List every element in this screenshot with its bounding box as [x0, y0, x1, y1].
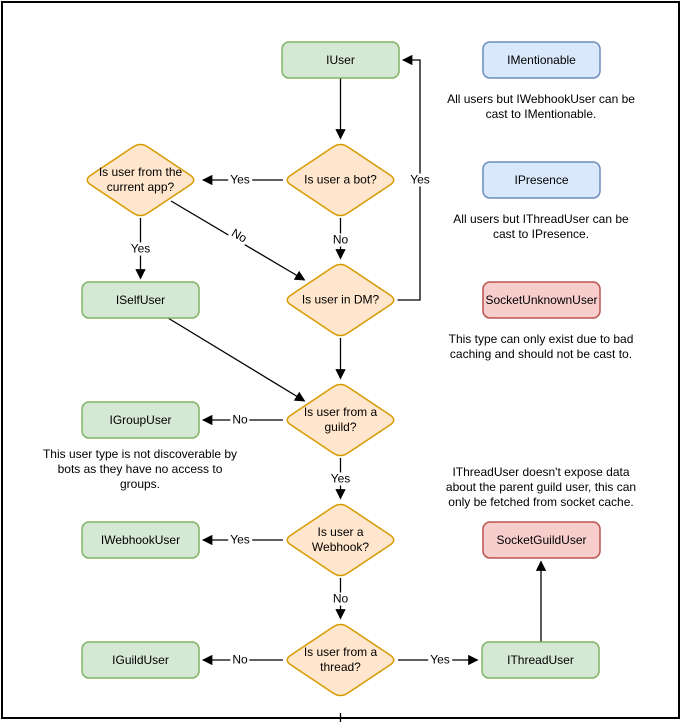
- edge-label-bot-no: No: [332, 232, 349, 247]
- note-igroupuser-line3: groups.: [119, 477, 161, 491]
- note-imentionable: [447, 92, 635, 122]
- decision-is-thread-label: Is user from a thread?: [303, 645, 378, 674]
- edge-label-bot-yes: Yes: [230, 172, 250, 187]
- edge-label-guild-yes: Yes: [330, 471, 351, 486]
- decision-is-current-app-label: Is user from the current app?: [98, 165, 183, 194]
- node-ithreaduser: [482, 642, 599, 678]
- node-igroupuser-label: IGroupUser: [109, 413, 172, 427]
- edge-label-guild-no: No: [232, 412, 248, 427]
- note-igroupuser-line2: bots as they have no access to: [57, 462, 223, 476]
- node-ipresence: [483, 162, 600, 198]
- note-ipresence: [453, 212, 628, 242]
- decision-is-guild: [287, 385, 394, 456]
- node-ipresence-label: IPresence: [514, 173, 569, 187]
- decision-is-webhook: [287, 505, 394, 576]
- node-imentionable: [483, 42, 600, 78]
- note-ipresence-line2: cast to IPresence.: [492, 227, 590, 241]
- edge-label-webhook-no: No: [332, 591, 349, 606]
- note-ithreaduser-line1: IThreadUser doesn't expose data: [452, 465, 630, 479]
- note-ithreaduser: [446, 465, 636, 510]
- node-iuser: [282, 42, 399, 78]
- node-socketguilduser: [483, 522, 600, 558]
- node-igroupuser: [82, 402, 199, 438]
- edge-iselfuser-to-guild: [168, 318, 305, 401]
- note-socketunknownuser-line2: caching and should not be cast to.: [449, 347, 633, 361]
- edge-label-webhook-yes: Yes: [230, 532, 250, 547]
- decision-is-thread: [287, 625, 394, 696]
- node-iguilduser-label: IGuildUser: [112, 653, 169, 667]
- node-socketunknownuser: [483, 282, 600, 318]
- note-ithreaduser-line3: only be fetched from socket cache.: [448, 495, 634, 509]
- node-iwebhookuser: [82, 522, 199, 558]
- node-iguilduser: [82, 642, 199, 678]
- decision-is-dm-label: Is user in DM?: [301, 292, 380, 307]
- note-socketunknownuser: [449, 332, 634, 362]
- decision-is-dm: [287, 265, 394, 336]
- edge-label-thread-no: No: [232, 652, 248, 667]
- node-socketguilduser-label: SocketGuildUser: [496, 533, 587, 547]
- decision-is-webhook-label: Is user a Webhook?: [311, 525, 370, 554]
- node-iwebhookuser-label: IWebhookUser: [100, 533, 181, 547]
- note-igroupuser: [43, 447, 237, 492]
- note-igroupuser-line1: This user type is not discoverable by: [42, 447, 238, 461]
- note-ithreaduser-line2: about the parent guild user, this can: [445, 480, 637, 494]
- edge-label-current-app-yes: Yes: [130, 241, 151, 256]
- node-iselfuser-label: ISelfUser: [115, 293, 166, 307]
- edge-label-current-app-no: No: [229, 225, 250, 246]
- note-imentionable-line1: All users but IWebhookUser can be: [447, 92, 635, 106]
- node-ithreaduser-label: IThreadUser: [507, 653, 574, 667]
- note-socketunknownuser-line1: This type can only exist due to bad: [448, 332, 634, 346]
- node-iuser-label: IUser: [326, 53, 355, 67]
- decision-is-bot: [287, 145, 394, 216]
- decision-is-bot-label: Is user a bot?: [304, 172, 377, 187]
- note-imentionable-line2: cast to IMentionable.: [485, 107, 597, 121]
- node-socketunknownuser-label: SocketUnknownUser: [485, 293, 598, 307]
- node-imentionable-label: IMentionable: [507, 53, 576, 67]
- note-ipresence-line1: All users but IThreadUser can be: [453, 212, 629, 226]
- edge-label-thread-yes: Yes: [430, 652, 450, 667]
- node-iselfuser: [82, 282, 199, 318]
- decision-is-guild-label: Is user from a guild?: [303, 405, 378, 434]
- edge-label-dm-yes: Yes: [410, 172, 430, 187]
